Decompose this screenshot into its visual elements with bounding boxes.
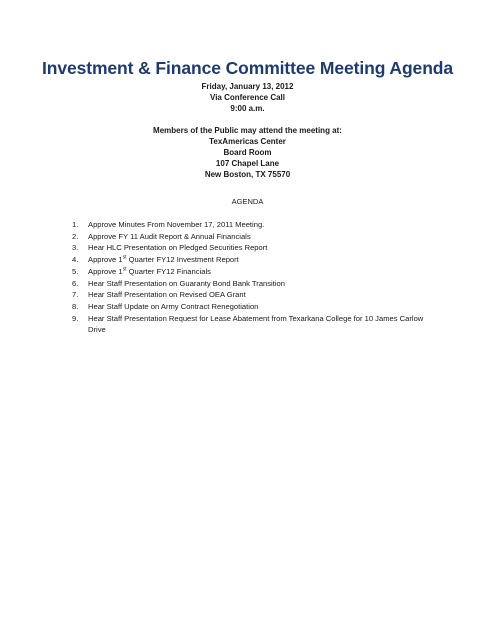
item-number: 2. (72, 231, 79, 241)
item-text: Hear Staff Presentation on Guaranty Bond Bank Transition (88, 278, 285, 288)
item-text-post: Quarter FY12 Investment Report (126, 255, 239, 265)
ordinal-suffix: st (122, 266, 127, 273)
public-intro: Members of the Public may attend the meeting at: (153, 126, 342, 135)
agenda-item (72, 289, 432, 301)
item-text: Approve Minutes From November 17, 2011 Meeting. (88, 220, 265, 229)
item-text-post: Quarter FY12 Financials (126, 266, 211, 276)
agenda-item (72, 278, 432, 290)
item-text: Hear Staff Presentation Request for Lease Abatement from Texarkana College for 10 James Carlow Drive (88, 313, 424, 335)
item-number: 9. (72, 313, 79, 323)
venue-street: 107 Chapel Lane (215, 159, 280, 168)
agenda-list (72, 219, 432, 336)
item-text-pre: Approve 1 (88, 266, 123, 276)
item-number: 5. (72, 266, 79, 276)
item-text: Hear HLC Presentation on Pledged Securities Report (88, 243, 268, 253)
item-number: 3. (72, 243, 79, 253)
agenda-item (72, 231, 432, 243)
meeting-time: 9:00 a.m. (230, 104, 265, 113)
item-number: 8. (72, 301, 79, 311)
venue-city: New Boston, TX 75570 (204, 170, 291, 179)
agenda-item (72, 254, 432, 266)
item-number: 7. (72, 290, 79, 300)
agenda-item (72, 301, 432, 313)
item-number: 4. (72, 255, 79, 265)
item-text: Hear Staff Presentation on Revised OEA Grant (88, 290, 246, 300)
agenda-item (72, 242, 432, 254)
item-text: Approve FY 11 Audit Report & Annual Financials (88, 231, 251, 241)
meeting-date: Friday, January 13, 2012 (201, 82, 294, 91)
item-text: Hear Staff Update on Army Contract Renegotiation (88, 301, 259, 311)
agenda-heading: AGENDA (231, 197, 264, 206)
agenda-item (72, 313, 432, 336)
item-text-pre: Approve 1 (88, 255, 123, 265)
ordinal-suffix: st (122, 254, 127, 261)
meeting-location: Via Conference Call (210, 93, 285, 102)
venue-room: Board Room (223, 148, 272, 157)
agenda-item (72, 266, 432, 278)
item-number: 1. (72, 220, 79, 229)
document-title: Investment & Finance Committee Meeting Agenda (41, 58, 454, 78)
agenda-item (72, 219, 432, 231)
item-number: 6. (72, 278, 79, 288)
venue-name: TexAmericas Center (209, 137, 286, 146)
